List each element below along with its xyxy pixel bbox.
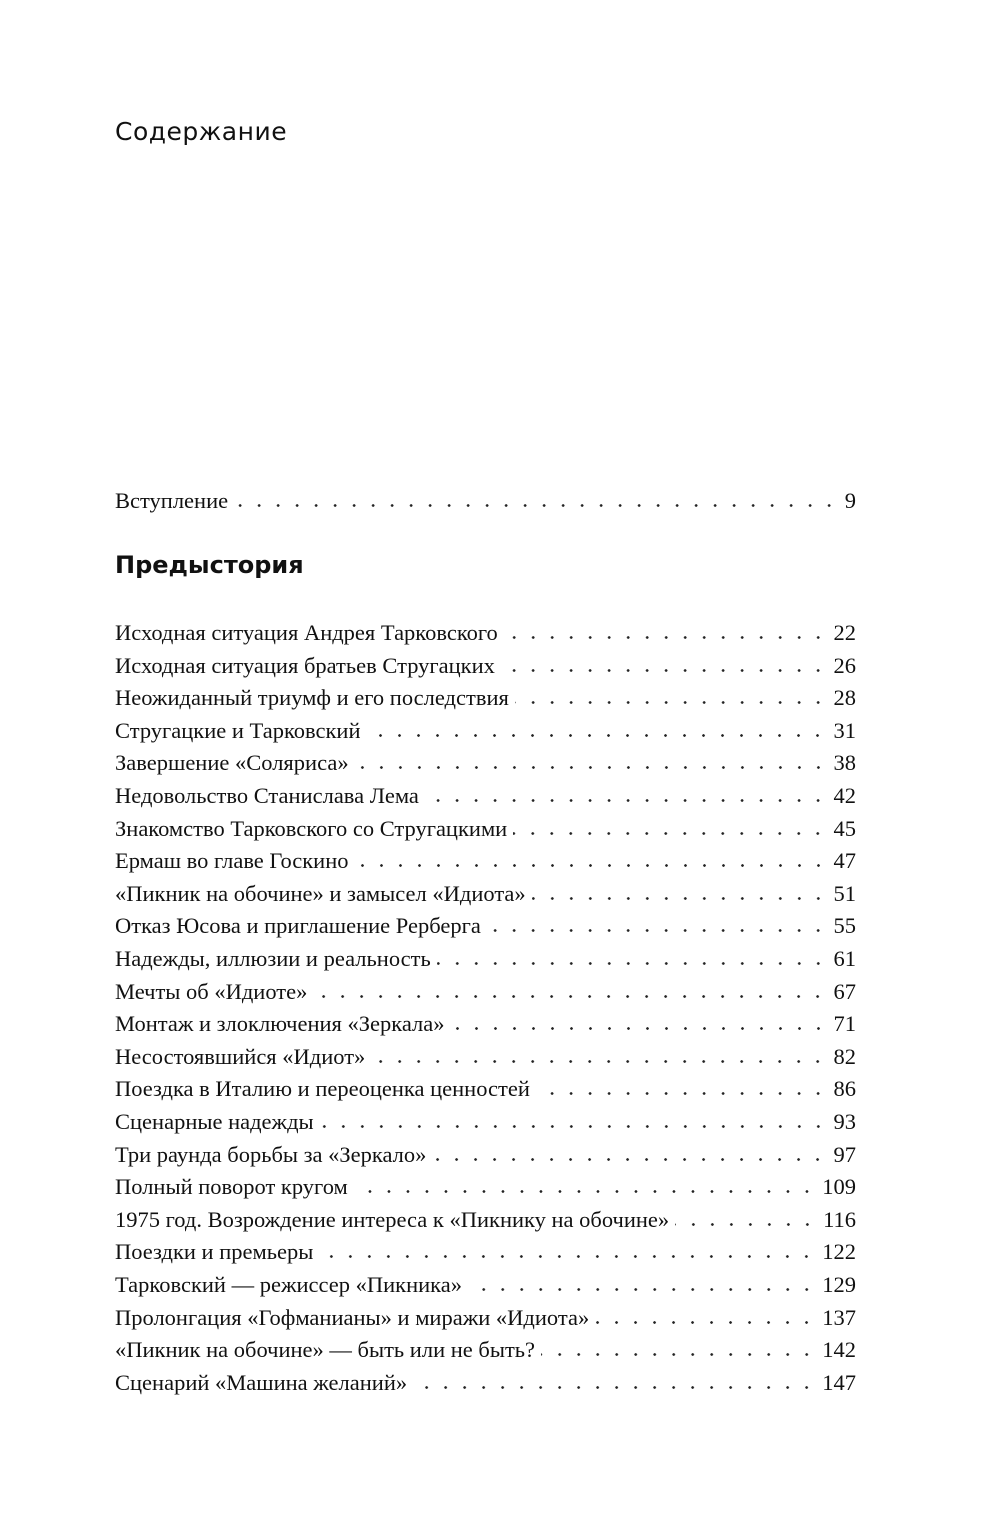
page-title: Содержание — [115, 117, 288, 146]
toc-entry-page: 28 — [833, 685, 856, 711]
toc-entry[interactable] — [115, 1007, 856, 1040]
toc-entry[interactable] — [115, 1138, 856, 1171]
dot-leader — [532, 896, 828, 901]
dot-leader — [313, 994, 827, 999]
toc-entry[interactable] — [115, 975, 856, 1008]
toc-entry[interactable] — [115, 779, 856, 812]
toc-entry[interactable] — [115, 649, 856, 682]
toc-entry-title: Полный поворот кругом — [115, 1174, 348, 1200]
toc-entry-page: 109 — [822, 1174, 856, 1200]
dot-leader — [320, 1124, 828, 1129]
toc-entry-title: Исходная ситуация Андрея Тарковского — [115, 620, 498, 645]
toc-entry-page: 45 — [833, 815, 856, 841]
toc-entry-title: Тарковский — режиссер «Пикника» — [115, 1272, 463, 1297]
dot-leader — [675, 1222, 817, 1227]
toc-entry-title: Исходная ситуация братьев Стругацких — [115, 652, 495, 678]
dot-leader — [451, 1026, 828, 1031]
toc-entry[interactable] — [115, 1105, 856, 1138]
toc-entry[interactable] — [115, 1301, 856, 1334]
toc-entry-title: «Пикник на обочине» — быть или не быть? — [115, 1337, 536, 1363]
toc-entry-title: Поездка в Италию и переоценка ценностей — [115, 1076, 530, 1102]
toc-entry-title: Неожиданный триумф и его последствия — [115, 685, 509, 711]
toc-entry-page: 61 — [833, 946, 856, 971]
toc-entry-title: Отказ Юсова и приглашение Рерберга — [115, 913, 481, 939]
toc-entry-page: 51 — [833, 880, 856, 906]
dot-leader — [432, 1157, 827, 1162]
toc-entry[interactable] — [115, 1268, 856, 1301]
dot-leader — [234, 503, 839, 508]
toc-entry-page: 129 — [822, 1272, 856, 1297]
toc-entry-title: Завершение «Соляриса» — [115, 750, 349, 776]
toc-entry-page: 38 — [833, 750, 856, 776]
dot-leader — [371, 1059, 827, 1064]
dot-leader — [595, 1320, 816, 1325]
toc-entry-title: Сценарные надежды — [115, 1109, 314, 1134]
toc-entry-title: Три раунда борьбы за «Зеркало» — [115, 1141, 427, 1167]
toc-entry-page: 147 — [822, 1369, 856, 1395]
toc-entry[interactable] — [115, 877, 856, 910]
dot-leader — [501, 668, 828, 673]
toc-entry[interactable] — [115, 1072, 856, 1105]
toc-entry[interactable] — [115, 909, 856, 942]
toc-entry-title: Сценарий «Машина желаний» — [115, 1369, 408, 1395]
toc-entry[interactable] — [115, 1235, 856, 1268]
dot-leader — [425, 798, 828, 803]
toc-entry-title: Поездки и премьеры — [115, 1239, 314, 1265]
dot-leader — [541, 1352, 816, 1357]
toc-entry[interactable] — [115, 1040, 856, 1073]
section-heading: Предыстория — [115, 551, 304, 579]
toc-entry-page: 122 — [822, 1239, 856, 1265]
toc-entry-title: Вступление — [115, 488, 229, 513]
toc-entry-page: 26 — [833, 652, 856, 678]
toc-entry-page: 42 — [833, 783, 856, 808]
toc-entry[interactable] — [115, 844, 856, 877]
toc-entry[interactable] — [115, 942, 856, 975]
toc-entry-title: Пролонгация «Гофманианы» и миражи «Идиота» — [115, 1304, 590, 1330]
toc-entry-page: 67 — [833, 978, 856, 1004]
toc-entry-title: 1975 год. Возрождение интереса к «Пикнику на обочине» — [115, 1206, 670, 1232]
toc-entry-title: Знакомство Тарковского со Стругацкими — [115, 815, 508, 841]
toc-entry-title: Недовольство Станислава Лема — [115, 783, 419, 808]
dot-leader — [515, 700, 828, 705]
dot-leader — [536, 1091, 828, 1096]
dot-leader — [504, 635, 828, 640]
toc-entry-page: 22 — [833, 620, 856, 645]
toc-entry-page: 82 — [833, 1043, 856, 1069]
toc-entry-page: 55 — [833, 913, 856, 939]
toc-entry-page: 116 — [823, 1206, 856, 1232]
toc-entry[interactable] — [115, 1333, 856, 1366]
dot-leader — [487, 928, 828, 933]
dot-leader — [354, 1189, 816, 1194]
toc-entry[interactable] — [115, 1203, 856, 1236]
toc-entry[interactable] — [115, 681, 856, 714]
dot-leader — [319, 1254, 816, 1259]
dot-leader — [355, 765, 828, 770]
toc-entry-page: 93 — [833, 1109, 856, 1134]
toc-entry[interactable] — [115, 1170, 856, 1203]
toc-entry-title: Ермаш во главе Госкино — [115, 848, 349, 874]
toc-entry[interactable] — [115, 812, 856, 845]
toc-entry-title: Надежды, иллюзии и реальность — [115, 946, 431, 971]
toc-entry-title: Стругацкие и Тарковский — [115, 717, 361, 743]
dot-leader — [366, 733, 827, 738]
toc-entry-page: 9 — [844, 488, 856, 513]
toc-entry-page: 71 — [833, 1011, 856, 1037]
toc-entry-page: 31 — [833, 717, 856, 743]
dot-leader — [468, 1287, 816, 1292]
toc-entry-title: Монтаж и злоключения «Зеркала» — [115, 1011, 445, 1037]
toc-entry[interactable] — [115, 1366, 856, 1399]
toc-entry-title: «Пикник на обочине» и замысел «Идиота» — [115, 880, 526, 906]
toc-entry-page: 137 — [822, 1304, 856, 1330]
toc-entry-page: 86 — [833, 1076, 856, 1102]
dot-leader — [355, 863, 828, 868]
toc-entry[interactable] — [115, 616, 856, 649]
dot-leader — [413, 1385, 816, 1390]
toc-entry-page: 47 — [833, 848, 856, 874]
toc-entry-page: 97 — [833, 1141, 856, 1167]
toc-entry-title: Несостоявшийся «Идиот» — [115, 1043, 366, 1069]
dot-leader — [437, 961, 828, 966]
dot-leader — [513, 831, 827, 836]
toc-entry-page: 142 — [822, 1337, 856, 1363]
toc-entry-title: Мечты об «Идиоте» — [115, 978, 308, 1004]
toc-entry[interactable] — [115, 746, 856, 779]
toc-entry-intro[interactable] — [115, 484, 856, 517]
toc-entry[interactable] — [115, 714, 856, 747]
